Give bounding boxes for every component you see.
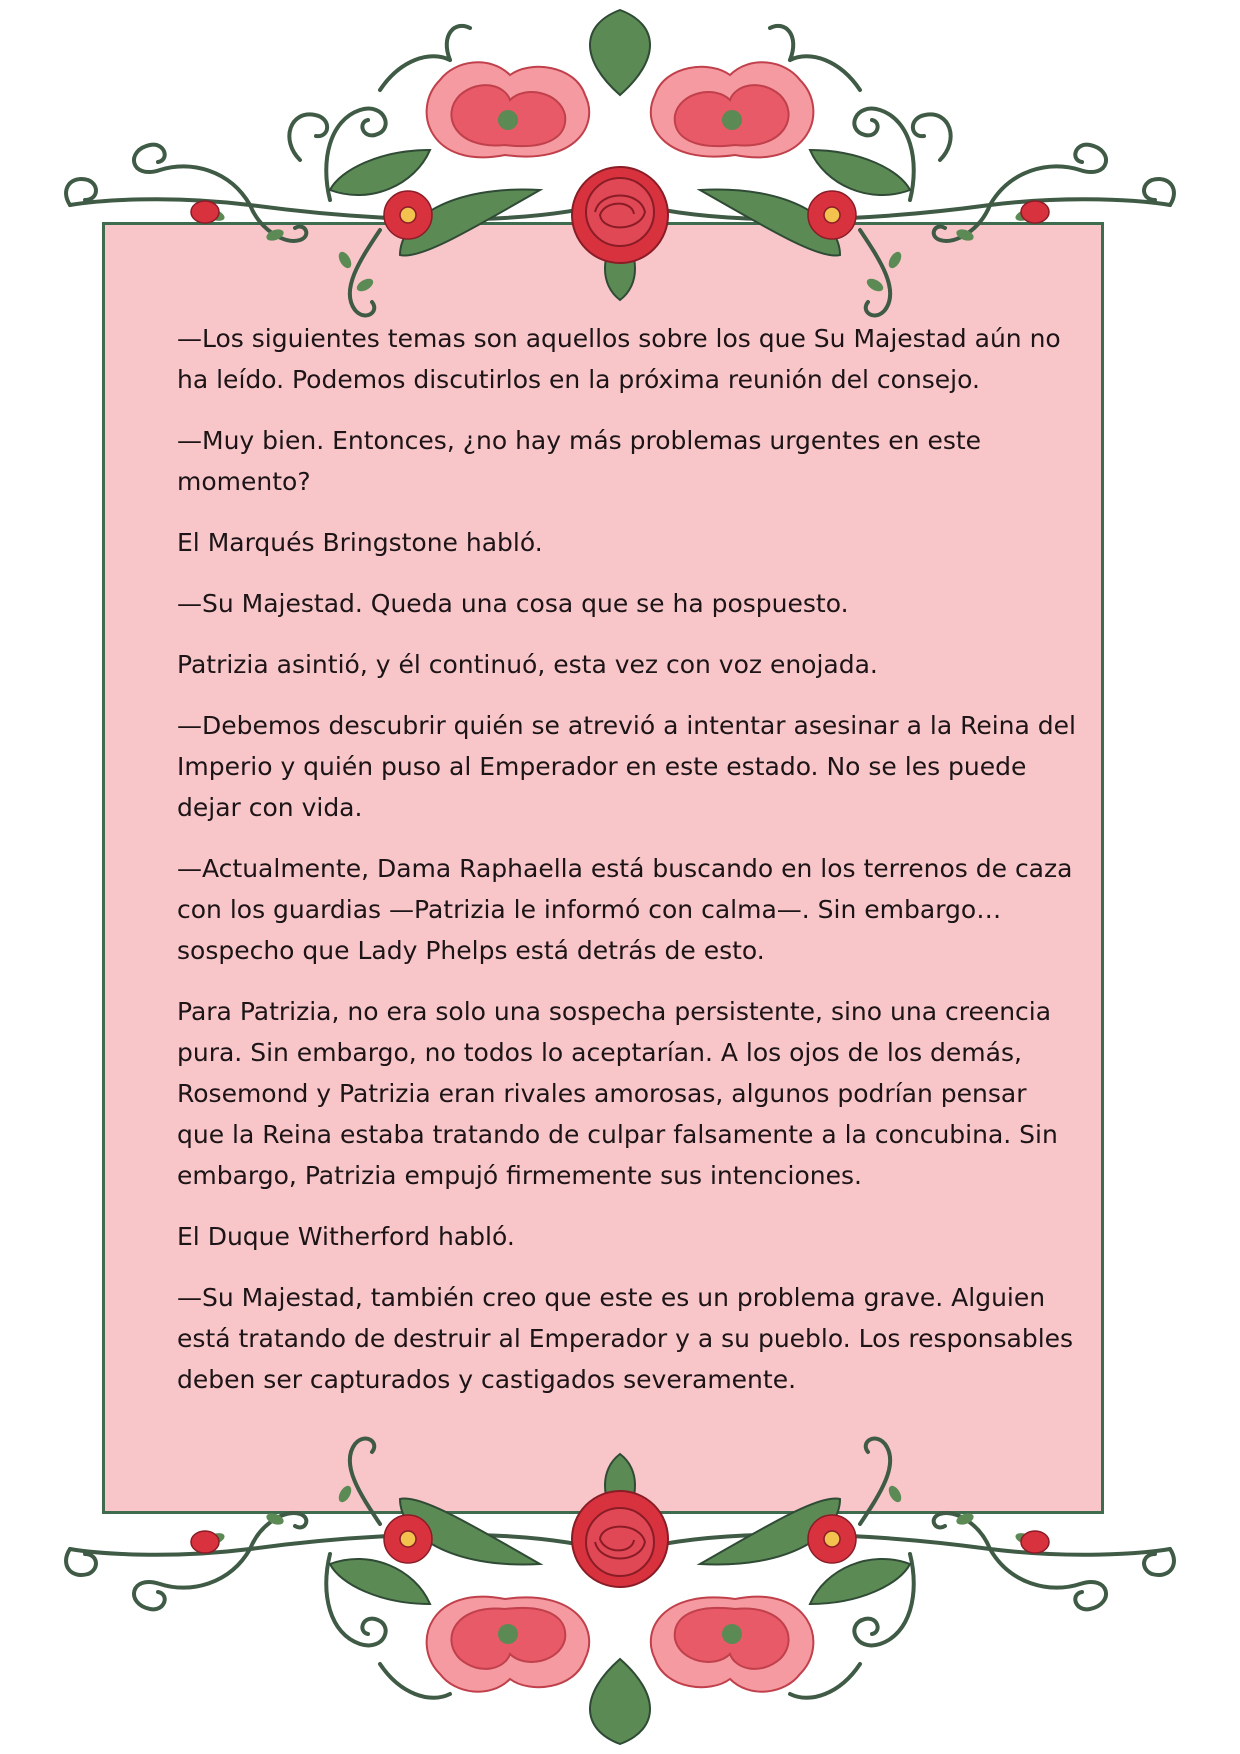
paragraph-7: —Actualmente, Dama Raphaella está buscando en los terrenos de caza con los guardias —Patrizia le informó con calma—. Sin embargo… sospecho que Lady Phelps está detrás de esto.: [177, 854, 1073, 965]
bottom-floral-ornament: [0, 1414, 1240, 1754]
story-text: [177, 318, 1077, 1420]
paragraph-2: —Muy bien. Entonces, ¿no hay más problemas urgentes en este momento?: [177, 426, 982, 496]
paragraph-4: —Su Majestad. Queda una cosa que se ha pospuesto.: [177, 589, 849, 618]
paragraph-1: —Los siguientes temas son aquellos sobre los que Su Majestad aún no ha leído. Podemos discutirlos en la próxima reunión del consejo.: [177, 324, 1061, 394]
paragraph-5: Patrizia asintió, y él continuó, esta vez con voz enojada.: [177, 650, 878, 679]
paragraph-6: —Debemos descubrir quién se atrevió a intentar asesinar a la Reina del Imperio y quién puso al Emperador en este estado. No se les puede dejar con vida.: [177, 711, 1076, 822]
rose-bouquet-icon: [66, 10, 1174, 315]
paragraph-3: El Marqués Bringstone habló.: [177, 528, 543, 557]
rose-bouquet-icon: [66, 1439, 1174, 1744]
paragraph-8: Para Patrizia, no era solo una sospecha persistente, sino una creencia pura. Sin embargo, no todos lo aceptarían. A los ojos de los demás, Rosemond y Patrizia eran rivales amorosas, algunos podrían pensar que la Reina estaba tratando de culpar falsamente a la concubina. Sin embargo, Patrizia empujó firmemente sus intenciones.: [177, 997, 1058, 1190]
paragraph-10: —Su Majestad, también creo que este es un problema grave. Alguien está tratando de destruir al Emperador y a su pueblo. Los responsables deben ser capturados y castigados severamente.: [177, 1283, 1074, 1394]
paragraph-9: El Duque Witherford habló.: [177, 1222, 515, 1251]
top-floral-ornament: [0, 0, 1240, 340]
